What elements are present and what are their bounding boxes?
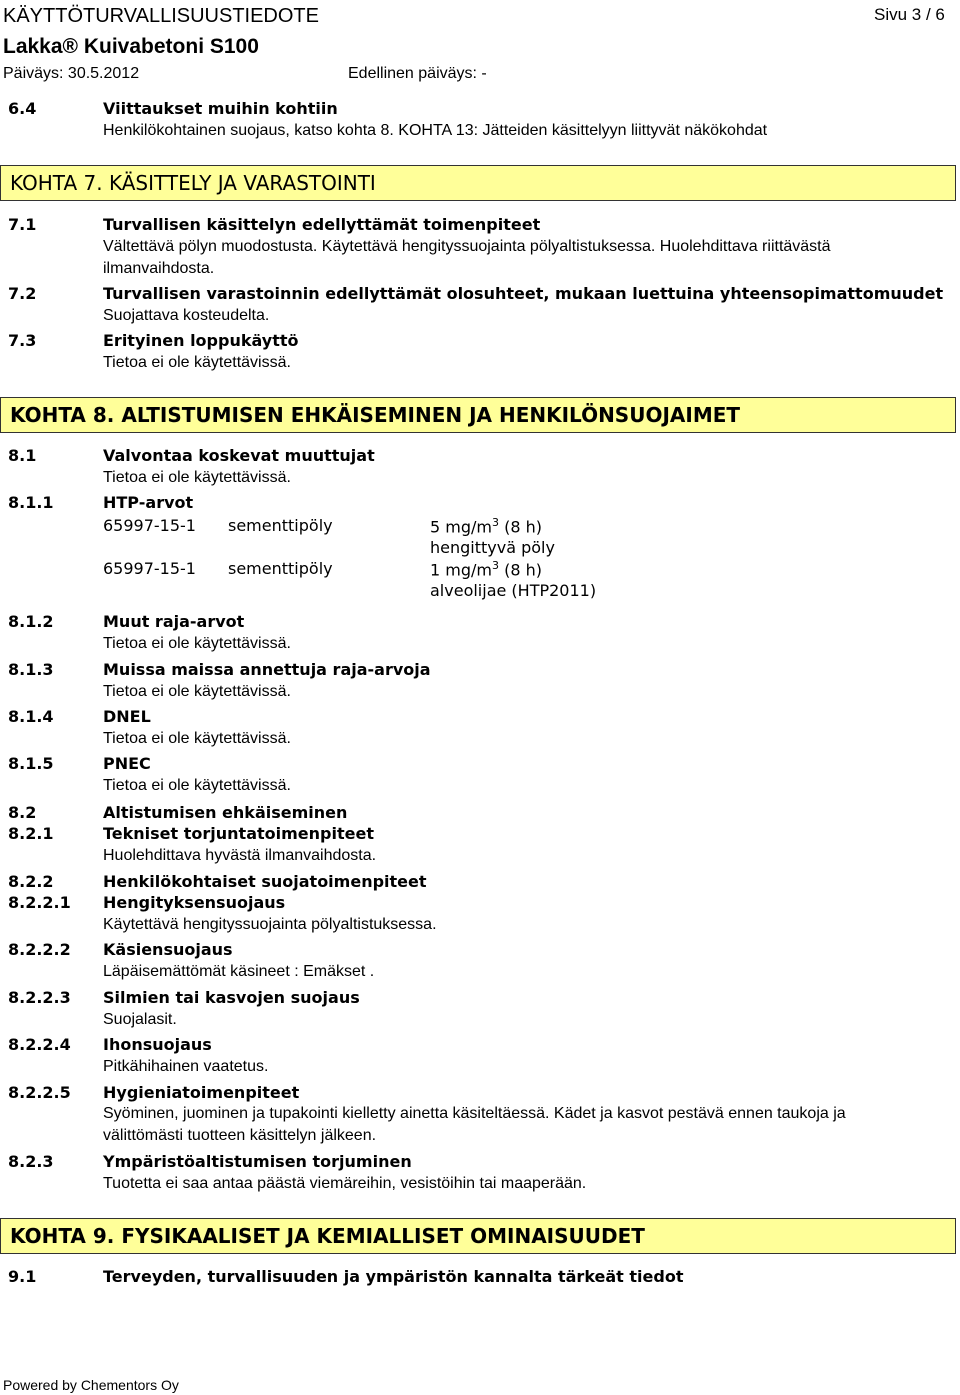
section-8-2-2-5-number: 8.2.2.5 xyxy=(8,1083,71,1102)
section-8-2-2-5-text-line1: Syöminen, juominen ja tupakointi kielletty ainetta käsiteltäessä. Kädet ja kasvot pestävä ennen taukoja ja xyxy=(103,1105,846,1122)
htp-row-1-cas: 65997-15-1 xyxy=(103,516,196,535)
section-8-1-5-number: 8.1.5 xyxy=(8,754,54,773)
section-8-1-text: Tietoa ei ole käytettävissä. xyxy=(103,469,291,486)
section-8-1-3-text: Tietoa ei ole käytettävissä. xyxy=(103,683,291,700)
section-7-banner: KOHTA 7. KÄSITTELY JA VARASTOINTI xyxy=(0,165,956,201)
section-8-2-2-1-text: Käytettävä hengityssuojainta pölyaltistuksessa. xyxy=(103,916,437,933)
section-8-1-1-title: HTP-arvot xyxy=(103,493,194,512)
section-8-1-4-number: 8.1.4 xyxy=(8,707,54,726)
section-7-2-title: Turvallisen varastoinnin edellyttämät olosuhteet, mukaan luettuina yhteensopimattomuudet xyxy=(103,284,944,303)
section-8-1-1-number: 8.1.1 xyxy=(8,493,54,512)
section-8-2-2-4-title: Ihonsuojaus xyxy=(103,1035,212,1054)
section-8-1-3-title: Muissa maissa annettuja raja-arvoja xyxy=(103,660,431,679)
footer-powered-by: Powered by Chementors Oy xyxy=(3,1377,179,1393)
section-8-1-4-title: DNEL xyxy=(103,707,151,726)
section-8-2-1-number: 8.2.1 xyxy=(8,824,54,843)
htp-row-2-name: sementtipöly xyxy=(228,559,333,578)
section-8-2-1-text: Huolehdittava hyvästä ilmanvaihdosta. xyxy=(103,847,377,864)
htp-row-1-value: 5 $mg/m^3$ (8 h) xyxy=(430,516,542,537)
section-8-2-3-number: 8.2.3 xyxy=(8,1152,54,1171)
section-7-3-text: Tietoa ei ole käytettävissä. xyxy=(103,354,291,371)
section-8-2-2-2-number: 8.2.2.2 xyxy=(8,940,71,959)
section-8-1-title: Valvontaa koskevat muuttujat xyxy=(103,446,375,465)
page-number: Sivu 3 / 6 xyxy=(874,5,945,24)
section-6-4-text: Henkilökohtainen suojaus, katso kohta 8. KOHTA 13: Jätteiden käsittelyyn liittyvät näkökohdat xyxy=(103,122,768,139)
htp-row-1-name: sementtipöly xyxy=(228,516,333,535)
htp-row-1-note: hengittyvä pöly xyxy=(430,538,555,557)
section-8-2-2-1-title: Hengityksensuojaus xyxy=(103,893,286,912)
htp-row-2-value: 1 $mg/m^3$ (8 h) xyxy=(430,559,542,580)
document-type: KÄYTTÖTURVALLISUUSTIEDOTE xyxy=(3,5,319,27)
section-8-2-2-2-title: Käsiensuojaus xyxy=(103,940,233,959)
section-8-banner: KOHTA 8. ALTISTUMISEN EHKÄISEMINEN JA HENKILÖNSUOJAIMET xyxy=(0,397,956,433)
section-6-4-title: Viittaukset muihin kohtiin xyxy=(103,99,338,118)
issue-date: Päiväys: 30.5.2012 xyxy=(3,65,140,82)
previous-date: Edellinen päiväys: - xyxy=(348,65,487,82)
section-8-1-number: 8.1 xyxy=(8,446,37,465)
section-8-1-5-title: PNEC xyxy=(103,754,151,773)
section-8-2-2-5-title: Hygieniatoimenpiteet xyxy=(103,1083,300,1102)
section-9-1-title: Terveyden, turvallisuuden ja ympäristön kannalta tärkeät tiedot xyxy=(103,1267,684,1286)
section-8-1-3-number: 8.1.3 xyxy=(8,660,54,679)
section-7-1-text-line1: Vältettävä pölyn muodostusta. Käytettävä hengityssuojainta pölyaltistuksessa. Huolehdittava riittävästä xyxy=(103,238,831,255)
section-9-banner: KOHTA 9. FYSIKAALISET JA KEMIALLISET OMINAISUUDET xyxy=(0,1218,956,1254)
section-7-3-number: 7.3 xyxy=(8,331,37,350)
section-8-2-3-text: Tuotetta ei saa antaa päästä viemäreihin, vesistöihin tai maaperään. xyxy=(103,1175,587,1192)
section-8-2-2-3-text: Suojalasit. xyxy=(103,1011,177,1028)
section-8-2-2-1-number: 8.2.2.1 xyxy=(8,893,71,912)
section-7-1-text-line2: ilmanvaihdosta. xyxy=(103,260,215,277)
htp-row-2-cas: 65997-15-1 xyxy=(103,559,196,578)
section-8-2-2-3-title: Silmien tai kasvojen suojaus xyxy=(103,988,360,1007)
section-7-1-title: Turvallisen käsittelyn edellyttämät toimenpiteet xyxy=(103,215,541,234)
section-8-2-3-title: Ympäristöaltistumisen torjuminen xyxy=(103,1152,412,1171)
section-8-2-1-title: Tekniset torjuntatoimenpiteet xyxy=(103,824,374,843)
section-8-1-2-title: Muut raja-arvot xyxy=(103,612,245,631)
section-8-2-title: Altistumisen ehkäiseminen xyxy=(103,803,348,822)
section-6-4-number: 6.4 xyxy=(8,99,37,118)
section-7-2-text: Suojattava kosteudelta. xyxy=(103,307,270,324)
section-8-1-4-text: Tietoa ei ole käytettävissä. xyxy=(103,730,291,747)
section-9-1-number: 9.1 xyxy=(8,1267,37,1286)
section-7-2-number: 7.2 xyxy=(8,284,37,303)
product-name: Lakka® Kuivabetoni S100 xyxy=(3,35,259,58)
section-8-1-2-number: 8.1.2 xyxy=(8,612,54,631)
section-8-1-2-text: Tietoa ei ole käytettävissä. xyxy=(103,635,291,652)
section-8-2-2-4-text: Pitkähihainen vaatetus. xyxy=(103,1058,269,1075)
section-8-1-5-text: Tietoa ei ole käytettävissä. xyxy=(103,777,291,794)
section-8-2-2-number: 8.2.2 xyxy=(8,872,54,891)
section-8-2-2-4-number: 8.2.2.4 xyxy=(8,1035,71,1054)
section-7-1-number: 7.1 xyxy=(8,215,37,234)
htp-row-2-note: alveolijae (HTP2011) xyxy=(430,581,597,600)
section-8-2-number: 8.2 xyxy=(8,803,37,822)
section-8-2-2-5-text-line2: välittömästi tuotteen käsittelyn jälkeen. xyxy=(103,1127,377,1144)
section-8-2-2-2-text: Läpäisemättömät käsineet : Emäkset . xyxy=(103,963,375,980)
section-8-2-2-title: Henkilökohtaiset suojatoimenpiteet xyxy=(103,872,427,891)
section-8-2-2-3-number: 8.2.2.3 xyxy=(8,988,71,1007)
section-7-3-title: Erityinen loppukäyttö xyxy=(103,331,299,350)
